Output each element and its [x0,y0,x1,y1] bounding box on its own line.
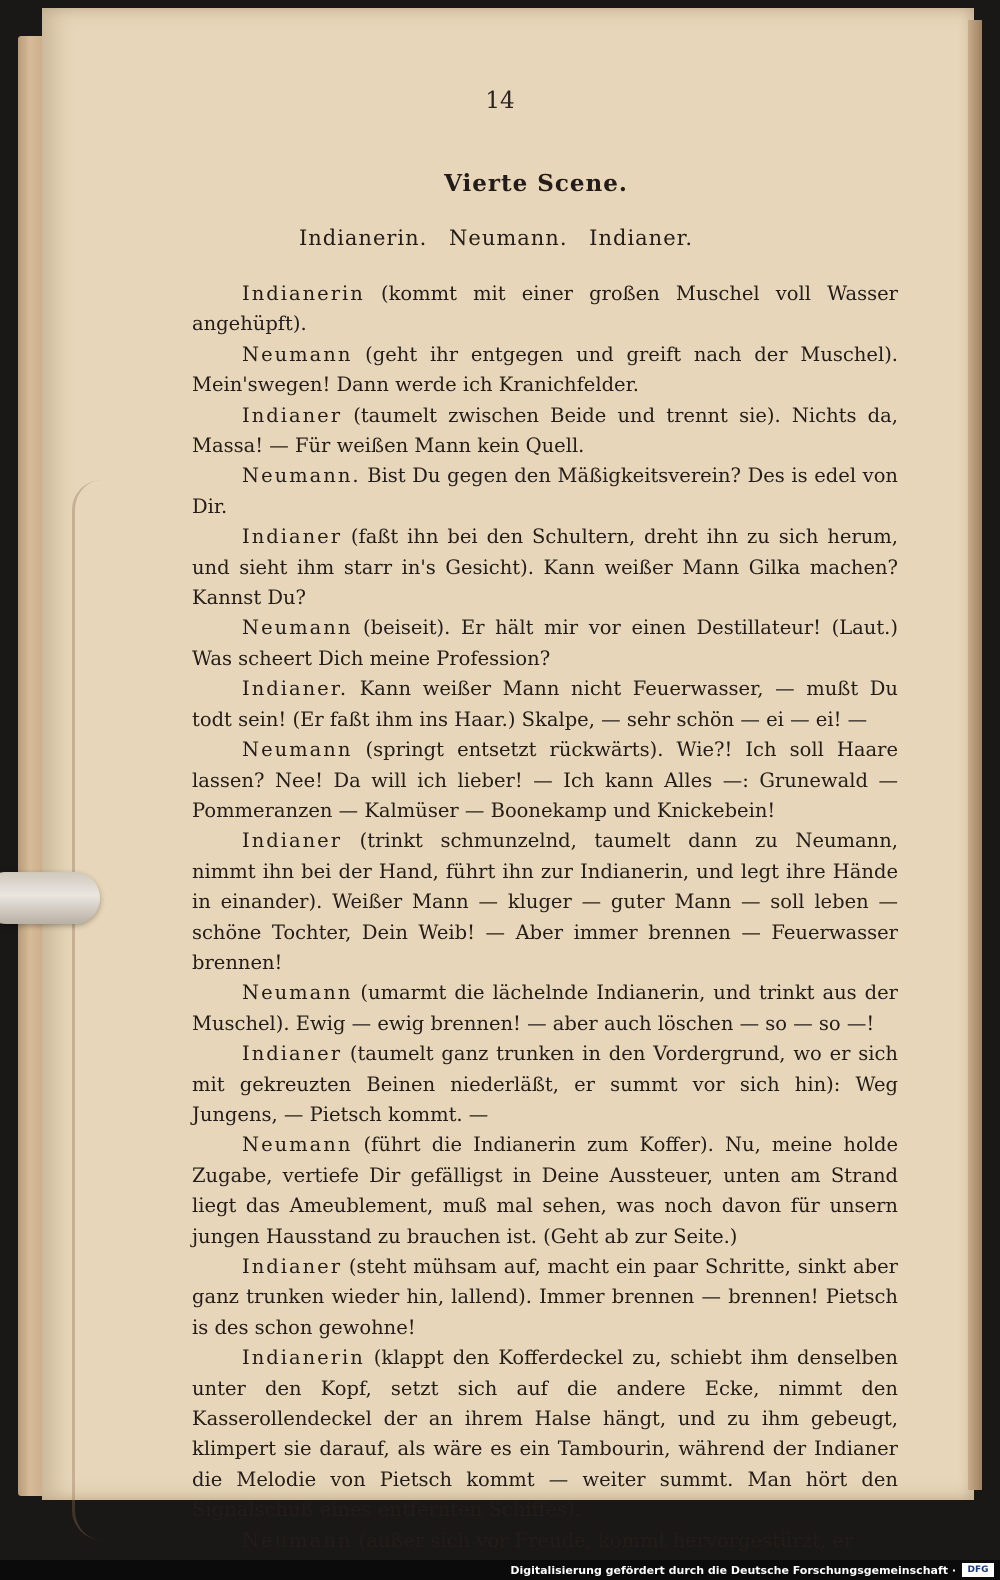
dialogue-paragraph [192,1130,898,1252]
dialogue-text: (trinkt schmunzelnd, taumelt dann zu Neumann, nimmt ihn bei der Hand, führt ihn zur Indianerin, und legt ihre Hände in einander). Weißer Mann — kluger — guter Mann — soll leben — schöne Tochter, Dein Weib! — Aber immer brennen — Feuerwasser brennen! [192,829,898,974]
speaker-name: Neumann. [242,464,361,488]
dialogue-text: (geht ihr entgegen und greift nach der Muschel). Mein'swegen! Dann werde ich Kranichfelder. [192,342,898,397]
dialogue-text: (außer sich vor Freude, kommt hervorgestürzt, er [352,1528,854,1552]
dialogue-text: (faßt ihn bei den Schultern, dreht ihn zu sich herum, und sieht ihm starr in's Gesicht). Kann weißer Mann Gilka machen? Kannst Du? [192,525,898,610]
dialogue-paragraph [192,401,898,462]
speaker-name: Indianer [242,1255,343,1278]
speaker-name: Indianerin [242,1346,365,1370]
dialogue-paragraph [192,978,898,1039]
speaker-name: Indianerin [242,282,365,305]
scene-title: Vierte Scene. [444,170,628,197]
cast-list: Indianerin. Neumann. Indianer. [298,226,694,250]
speaker-name: Neumann [242,738,353,762]
dialogue-text: (taumelt zwischen Beide und trennt sie). Nichts da, Massa! — Für weißen Mann kein Quell. [192,403,898,458]
dialogue-text: (steht mühsam auf, macht ein paar Schritte, sinkt aber ganz trunken wieder hin, lallend). Immer brennen — brennen! Pietsch is des schon gewohne! [192,1255,898,1339]
speaker-name: Neumann [242,342,353,366]
dialogue-text: Kann weißer Mann nicht Feuerwasser, — mußt Du todt sein! (Er faßt ihm ins Haar.) Skalpe, — sehr schön — ei — ei! — [192,677,898,731]
dfg-logo: DFG [962,1563,994,1577]
dialogue-text: Bist Du gegen den Mäßigkeitsverein? Des is edel von Dir. [192,464,898,518]
dialogue-text: (umarmt die lächelnde Indianerin, und trinkt aus der Muschel). Ewig — ewig brennen! — aber auch löschen — so — so —! [192,981,898,1035]
speaker-name: Indianer [242,403,343,427]
dialogue-paragraph [192,735,898,826]
dialogue-text: (kommt mit einer großen Muschel voll Wasser angehüpft). [192,282,898,336]
speaker-name: Neumann [242,981,353,1005]
page-holder-clip [0,872,100,924]
dialogue-text: (springt entsetzt rückwärts). Wie?! Ich soll Haare lassen? Nee! Da will ich lieber! — Ich kann Alles —: Grunewald — Pommeranzen — Kalmüser — Boonekamp und Knickebein! [192,738,898,822]
page-shadow-curve [72,480,107,1540]
dialogue-paragraph [192,340,898,401]
dialogue-text: (führt die Indianerin zum Koffer). Nu, meine holde Zugabe, vertiefe Dir gefälligst in Deine Aussteuer, unten am Strand liegt das Ameublement, muß mal sehen, was noch davon für unsern jungen Hausstand zu brauchen ist. (Geht ab zur Seite.) [192,1133,898,1248]
dialogue-paragraph [192,1252,898,1343]
dialogue-text: (beiseit). Er hält mir vor einen Destillateur! (Laut.) Was scheert Dich meine Profession? [192,616,898,670]
speaker-name: Indianer. [242,677,349,701]
dialogue-paragraph [192,613,898,674]
dialogue-paragraph [192,522,898,613]
speaker-name: Neumann [242,1528,353,1552]
speaker-name: Indianer [242,829,343,853]
dialogue-text: (taumelt ganz trunken in den Vordergrund, wo er sich mit gekreuzten Beinen niederläßt, er summt vor sich hin): Weg Jungens, — Pietsch kommt. — [192,1042,898,1126]
dialogue-text: (klappt den Kofferdeckel zu, schiebt ihm denselben unter den Kopf, setzt sich auf die andere Ecke, nimmt den Kasserollendeckel der an ihrem Halse hängt, und zu ihm gebeugt, klimpert sie darauf, als wäre es ein Tambourin, während der Indianer die Melodie von Pietsch kommt — weiter summt. Man hört den Signalschuß eines entfernten Schiffes). [192,1346,898,1522]
speaker-name: Indianer [242,1042,343,1066]
dialogue-paragraph [192,1526,898,1556]
dialogue-paragraph [192,1039,898,1130]
dialogue-paragraph [192,279,898,340]
dialogue-paragraph [192,461,898,522]
speaker-name: Indianer [242,525,343,549]
page-number: 14 [485,88,515,114]
dialogue-paragraph [192,826,898,978]
speaker-name: Neumann [242,1133,353,1157]
dialogue-paragraph [192,674,898,735]
dialogue-paragraph [192,1343,898,1525]
play-text [192,279,898,1556]
funding-notice: Digitalisierung gefördert durch die Deutsche Forschungsgemeinschaft · [510,1564,956,1577]
speaker-name: Neumann [242,616,353,640]
